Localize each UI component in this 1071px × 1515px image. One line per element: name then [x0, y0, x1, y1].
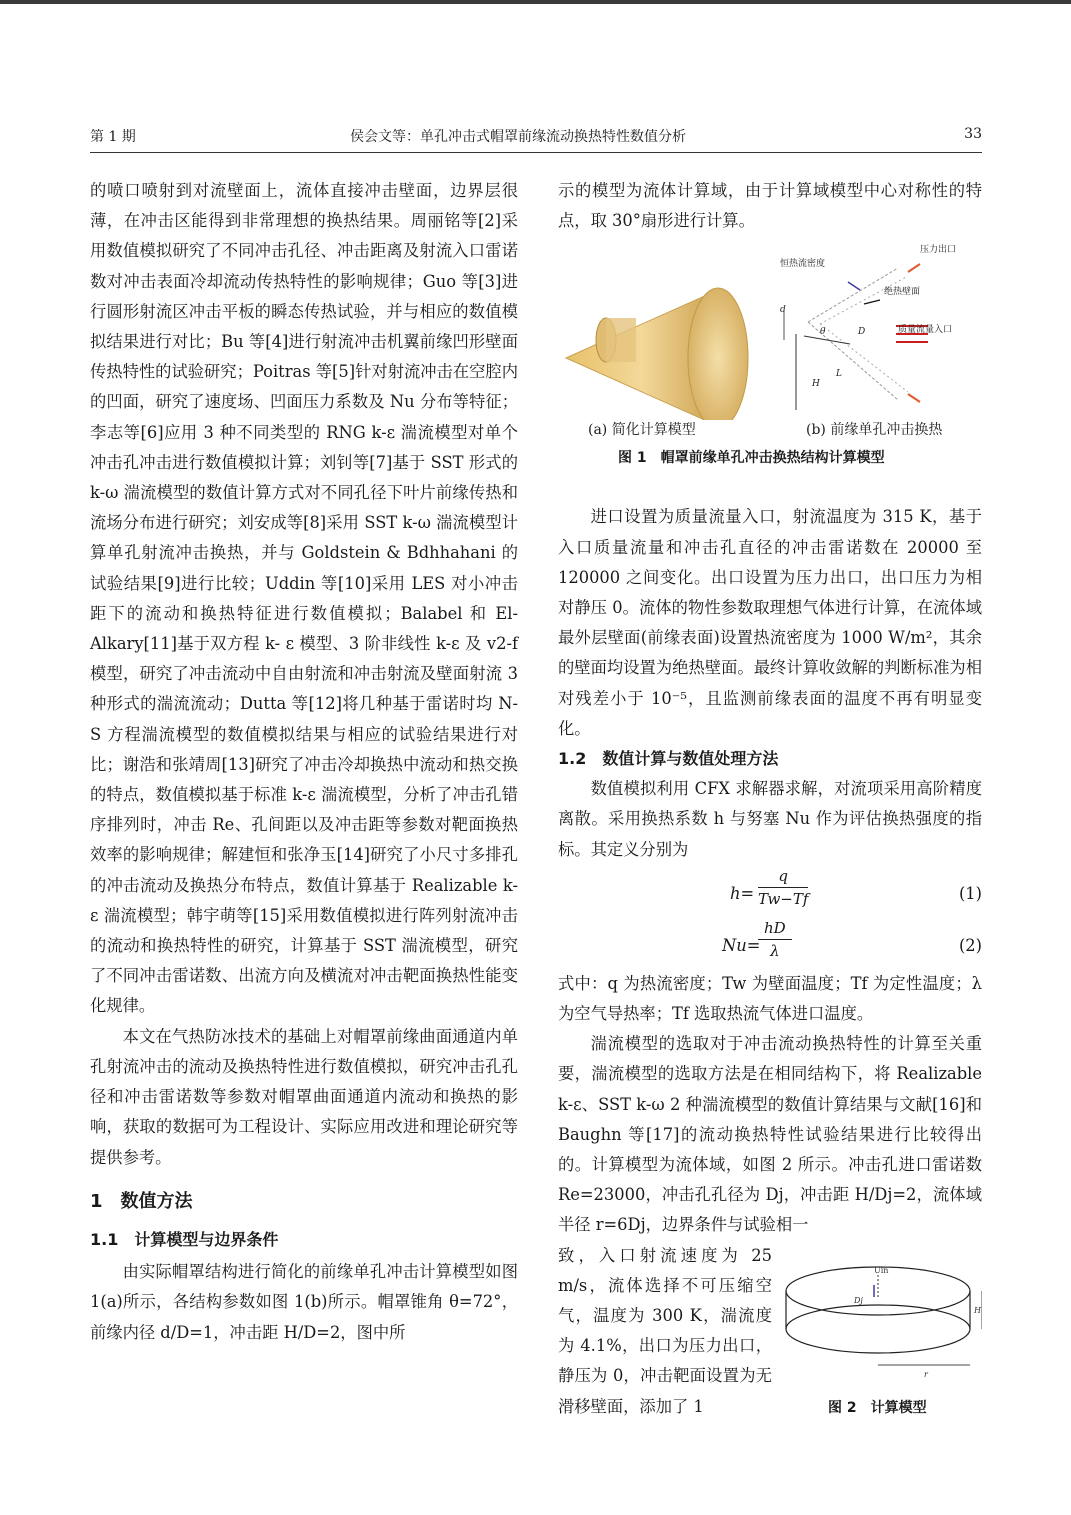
- schematic-b: [780, 243, 956, 410]
- equation-2-numerator: hD: [758, 917, 792, 940]
- label-D: D: [858, 327, 866, 338]
- equation-1: [558, 865, 982, 917]
- issue-label: 第 1 期: [90, 129, 136, 145]
- page-number: 33: [964, 126, 982, 142]
- equation-2-number: (2): [958, 935, 982, 955]
- label-pressure-outlet: 压力出口: [920, 245, 957, 256]
- page-header: [90, 126, 982, 150]
- equation-1-fraction: [758, 865, 808, 910]
- method-paragraph: 数值模拟利用 CFX 求解器求解，对流项采用高阶精度离散。采用换热系数 h 与努塞 Nu 作为评估换热强度的指标。其定义分别为: [558, 779, 982, 859]
- equation-2-fraction: [758, 917, 792, 962]
- label-heat-flux: 恒热流密度: [780, 259, 826, 270]
- figure-1-caption: 图 1 帽罩前缘单孔冲击换热结构计算模型: [618, 450, 885, 467]
- figure-1a-caption: (a) 简化计算模型: [588, 422, 696, 439]
- symbols-paragraph: 式中：q 为热流密度；Tw 为壁面温度；Tf 为定性温度；λ 为空气导热率；Tf 选取热流气体进口温度。: [558, 973, 982, 1024]
- equation-2-denominator: λ: [770, 941, 780, 960]
- figure-2: [778, 1263, 982, 1423]
- label-height: H: [974, 1305, 981, 1315]
- section-heading-1-1: 1.1 计算模型与边界条件: [90, 1229, 279, 1249]
- section-heading-1: 1 数值方法: [90, 1190, 193, 1212]
- left-column: [90, 176, 518, 1348]
- equation-1-numerator: q: [758, 865, 808, 888]
- intro-paragraph: 的喷口喷射到对流壁面上，流体直接冲击壁面，边界层很薄，在冲击区能得到非常理想的换热结果。周丽铭等[2]采用数值模拟研究了不同冲击孔径、冲击距离及射流入口雷诺数对冲击表面冷却流动传热特性的影响规律；Guo 等[3]进行圆形射流区冲击平板的瞬态传热试验，并与相应的数值模拟结果进行对比；Bu 等[4]进行射流冲击机翼前缘凹形壁面传热特性的试验研究；Poitras 等[5]针对射流冲击在空腔内的凹面，研究了速度场、凹面压力系数及 Nu 分布等特征；李志等[6]应用 3 种不同类型的 RNG k-ε 湍流模型对单个冲击孔冲击进行数值模拟计算；刘钊等[7]基于 SST 形式的 k-ω 湍流模型的数值计算方式对不同孔径下叶片前缘传热和流场分布进行研究；刘安成等[8]采用 SST k-ω 湍流模型计算单孔射流冲击换热，并与 Goldstein & Bdhhahani 的试验结果[9]进行比较；Uddin 等[10]采用 LES 对小冲击距下的流动和换热特征进行数值模拟；Balabel 和 El-Alkary[11]基于双方程 k- ε 模型、3 阶非线性 k-ε 及 v2-f 模型，研究了冲击流动中自由射流和冲击射流及壁面射流 3 种形式的湍流流动；Dutta 等[12]将几种基于雷诺时均 N-S 方程湍流模型的数值模拟结果与相应的试验结果进行对比；谢浩和张靖周[13]研究了冲击冷却换热中流动和热交换的特点，数值模拟基于标准 k-ε 湍流模型，分析了冲击孔错序排列时，冲击 Re、孔间距以及冲击距等参数对靶面换热效率的影响规律；解建恒和张净玉[14]研究了小尺寸多排孔的冲击流动及换热分布特点，数值计算基于 Realizable k-ε 湍流模型；韩宇萌等[15]采用数值模拟进行阵列射流冲击的流动和换热特性的研究，计算基于 SST 湍流模型，研究了不同冲击雷诺数、出流方向及横流对冲击靶面换热性能变化规律。: [90, 181, 518, 1016]
- conditions-paragraph: 致，入口射流速度为 25 m/s，流体选择不可压缩空气，温度为 300 K，湍流度为 4.1%，出口为压力出口，静压为 0，冲击靶面设置为无滑移壁面，添加了 1: [558, 1245, 772, 1416]
- right-column: [558, 176, 982, 1421]
- model-paragraph: 由实际帽罩结构进行简化的前缘单孔冲击计算模型如图 1(a)所示，各结构参数如图 1(b)所示。帽罩锥角 θ=72°，前缘内径 d/D=1，冲击距 H/D=2，图中所: [90, 1262, 518, 1342]
- figure-1: [558, 240, 982, 498]
- equation-2: [558, 917, 982, 969]
- running-title: 侯会文等：单孔冲击式帽罩前缘流动换热特性数值分析: [350, 129, 686, 145]
- header-rule: [90, 152, 982, 153]
- label-mass-inlet: 质量流量入口: [898, 325, 953, 336]
- figure-2-graphic: [778, 1263, 982, 1383]
- label-theta: θ: [820, 327, 826, 338]
- domain-paragraph: 示的模型为流体计算域，由于计算域模型中心对称性的特点，取 30°扇形进行计算。: [558, 181, 982, 231]
- label-d: d: [780, 305, 786, 316]
- label-L: L: [836, 369, 842, 380]
- equation-1-number: (1): [958, 883, 982, 903]
- section-heading-1-2: 1.2 数值计算与数值处理方法: [558, 749, 779, 769]
- label-adiabatic-wall: 绝热壁面: [884, 287, 921, 298]
- top-border: [0, 0, 1071, 4]
- figure-2-block: [558, 1241, 982, 1421]
- aim-paragraph: 本文在气热防冰技术的基础上对帽罩前缘曲面通道内单孔射流冲击的流动及换热特性进行数值模拟，研究冲击孔孔径和冲击雷诺数等参数对帽罩曲面通道内流动和换热的影响，获取的数据可为工程设计、实际应用改进和理论研究等提供参考。: [90, 1026, 518, 1167]
- cone-model: [566, 288, 748, 420]
- figure-1-graphic: [558, 240, 982, 420]
- turbulence-paragraph: 湍流模型的选取对于冲击流动换热特性的计算至关重要，湍流模型的选取方法是在相同结构下，将 Realizable k-ε、SST k-ω 2 种湍流模型的数值计算结果与文献[16]和 Baughn 等[17]的流动换热特性试验结果进行比较得出的。计算模型为流体域，如图 2 所示。冲击孔进口雷诺数 Re=23000，冲击孔孔径为 Dj，冲击距 H/Dj=2，流体域半径 r=6Dj，边界条件与试验相一: [558, 1034, 982, 1235]
- label-uin: Uin: [874, 1265, 889, 1275]
- equation-1-denominator: Tw−Tf: [758, 889, 809, 908]
- label-radius: r: [924, 1369, 928, 1379]
- figure-1b-caption: (b) 前缘单孔冲击换热: [806, 422, 943, 439]
- equation-1-lhs: h=: [730, 883, 755, 903]
- label-dj: Dj: [854, 1295, 863, 1305]
- figure-2-caption: 图 2 计算模型: [828, 1399, 927, 1416]
- equation-2-lhs: Nu=: [722, 935, 761, 955]
- boundary-paragraph: 进口设置为质量流量入口，射流温度为 315 K，基于入口质量流量和冲击孔直径的冲击雷诺数在 20000 至 120000 之间变化。出口设置为压力出口，出口压力为相对静压 0。流体的物性参数取理想气体进行计算，在流体域最外层壁面(前缘表面)设置热流密度为 1000 W/m²，其余的壁面均设置为绝热壁面。最终计算收敛解的判断标准为相对残差小于 10⁻⁵，且监测前缘表面的温度不再有明显变化。: [558, 507, 982, 738]
- label-H: H: [812, 379, 820, 390]
